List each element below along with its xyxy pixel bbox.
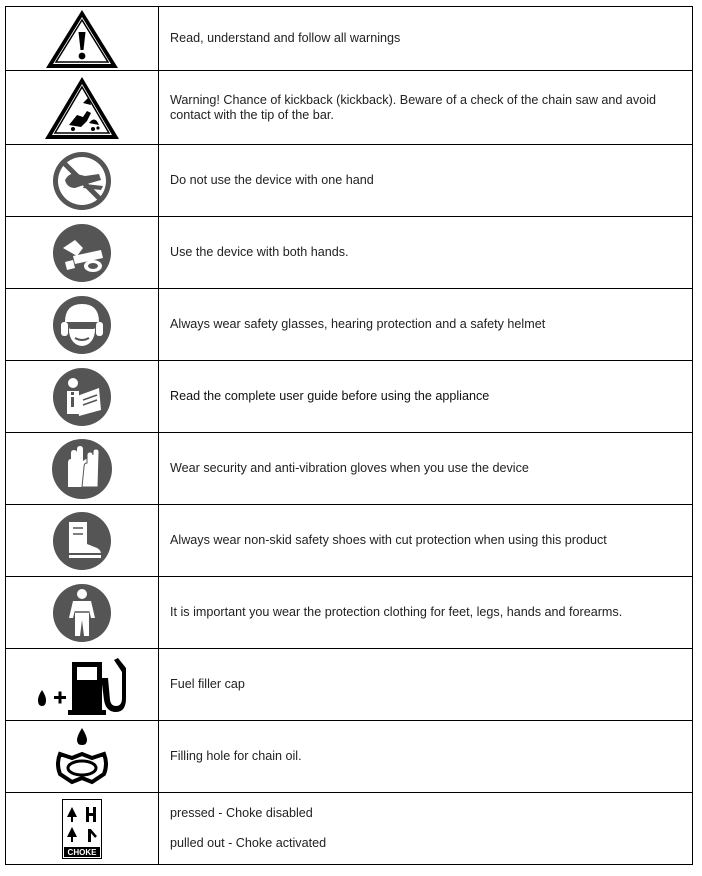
icon-cell [6, 217, 159, 289]
icon-cell [6, 649, 159, 721]
read-manual-icon [51, 366, 113, 428]
icon-cell [6, 361, 159, 433]
row-text: Filling hole for chain oil. [159, 721, 693, 793]
row-text: It is important you wear the protection clothing for feet, legs, hands and forearms. [159, 577, 693, 649]
no-one-hand-use-icon [51, 150, 113, 212]
icon-cell [6, 505, 159, 577]
kickback-warning-icon [43, 75, 121, 141]
icon-cell [6, 7, 159, 71]
fuel-pump-icon [34, 652, 130, 718]
row-text [159, 793, 693, 865]
general-warning-icon [44, 8, 120, 70]
row-text: Always wear safety glasses, hearing protection and a safety helmet [159, 289, 693, 361]
row-text: Warning! Chance of kickback (kickback). Beware of a check of the chain saw and avoid contact with the tip of the bar. [159, 71, 693, 145]
row-text: Read the complete user guide before using the appliance [159, 361, 693, 433]
choke-pulled-text: pulled out - Choke activated [170, 836, 327, 850]
icon-cell [6, 71, 159, 145]
protective-clothing-icon [51, 582, 113, 644]
table-row [6, 145, 693, 217]
icon-cell [6, 145, 159, 217]
table-row [6, 71, 693, 145]
row-text: Fuel filler cap [159, 649, 693, 721]
icon-cell [6, 433, 159, 505]
icon-cell [6, 289, 159, 361]
table-row [6, 721, 693, 793]
row-text: Use the device with both hands. [159, 217, 693, 289]
icon-cell [6, 577, 159, 649]
icon-cell [6, 793, 159, 865]
row-text: Do not use the device with one hand [159, 145, 693, 217]
two-hand-use-icon [51, 222, 113, 284]
safety-symbols-table [5, 6, 693, 865]
table-row [6, 649, 693, 721]
head-protection-icon [51, 294, 113, 356]
icon-cell [6, 721, 159, 793]
safety-boot-icon [51, 510, 113, 572]
table-row [6, 505, 693, 577]
table-row [6, 361, 693, 433]
choke-pressed-text: pressed - Choke disabled [170, 806, 313, 820]
row-text: Read, understand and follow all warnings [159, 7, 693, 71]
table-row [6, 7, 693, 71]
table-row [6, 577, 693, 649]
row-text: Always wear non-skid safety shoes with cut protection when using this product [159, 505, 693, 577]
choke-icon-label: CHOKE [67, 847, 97, 857]
gloves-icon [50, 437, 114, 501]
table-row [6, 289, 693, 361]
table-row [6, 433, 693, 505]
row-text: Wear security and anti-vibration gloves when you use the device [159, 433, 693, 505]
chain-oil-icon [50, 724, 114, 790]
table-row [6, 793, 693, 865]
choke-icon [62, 799, 102, 859]
table-row [6, 217, 693, 289]
